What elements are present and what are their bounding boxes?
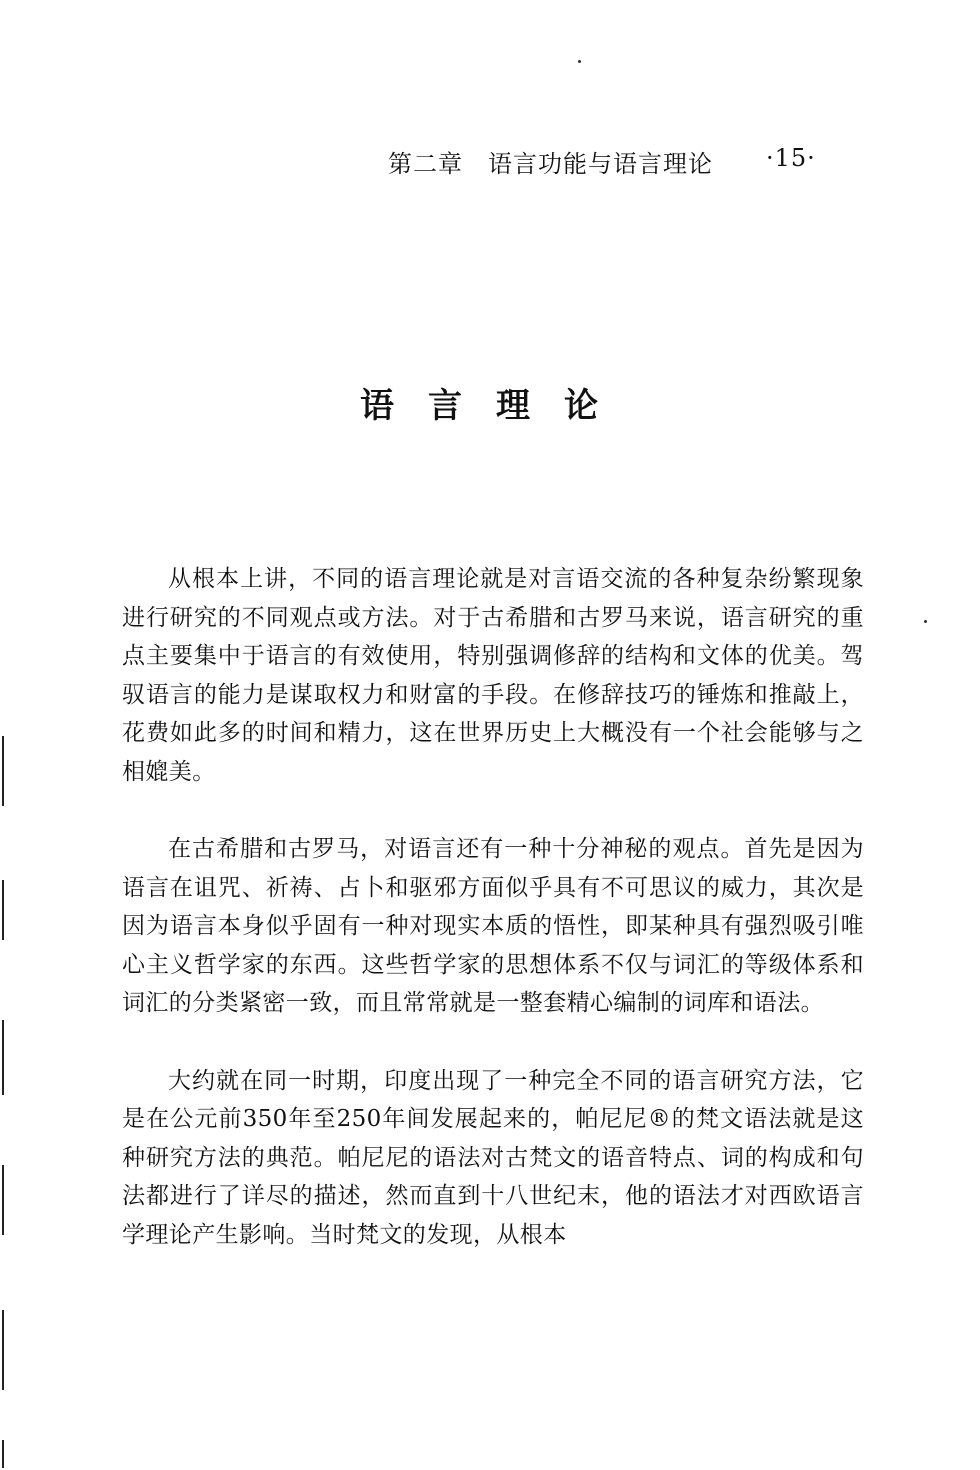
paragraph-3: 大约就在同一时期，印度出现了一种完全不同的语言研究方法，它是在公元前350年至250年间发展起来的，帕尼尼®的梵文语法就是这种研究方法的典范。帕尼尼的语法对古梵文的语音特点、词的构成和句法都进行了详尽的描述，然而直到十八世纪末，他的语法才对西欧语言学理论产生影响。当时梵文的发现，从根本 bbox=[122, 1067, 864, 1248]
scan-edge-mark bbox=[2, 1165, 4, 1235]
scan-speck bbox=[924, 620, 927, 623]
scan-edge-mark bbox=[2, 880, 4, 940]
section-title: 语言理论 bbox=[360, 386, 632, 426]
body-text bbox=[122, 560, 864, 1293]
page-number: ·15· bbox=[766, 144, 816, 172]
chapter-title: 第二章 语言功能与语言理论 bbox=[388, 150, 713, 178]
scan-speck bbox=[578, 60, 581, 63]
scan-edge-mark bbox=[2, 736, 4, 806]
paragraph-2: 在古希腊和古罗马，对语言还有一种十分神秘的观点。首先是因为语言在诅咒、祈祷、占卜和驱邪方面似乎具有不可思议的威力，其次是因为语言本身似乎固有一种对现实本质的悟性，即某种具有强烈吸引唯心主义哲学家的东西。这些哲学家的思想体系不仅与词汇的等级体系和词汇的分类紧密一致，而且常常就是一整套精心编制的词库和语法。 bbox=[122, 836, 864, 1016]
scan-edge-mark bbox=[2, 1020, 4, 1095]
running-header bbox=[388, 144, 848, 178]
paragraph-1: 从根本上讲，不同的语言理论就是对言语交流的各种复杂纷繁现象进行研究的不同观点或方法。对于古希腊和古罗马来说，语言研究的重点主要集中于语言的有效使用，特别强调修辞的结构和文体的优美。驾驭语言的能力是谋取权力和财富的手段。在修辞技巧的锤炼和推敲上，花费如此多的时间和精力，这在世界历史上大概没有一个社会能够与之相媲美。 bbox=[122, 566, 864, 785]
scan-edge-mark bbox=[2, 1310, 4, 1390]
scan-edge-mark bbox=[2, 1440, 4, 1468]
